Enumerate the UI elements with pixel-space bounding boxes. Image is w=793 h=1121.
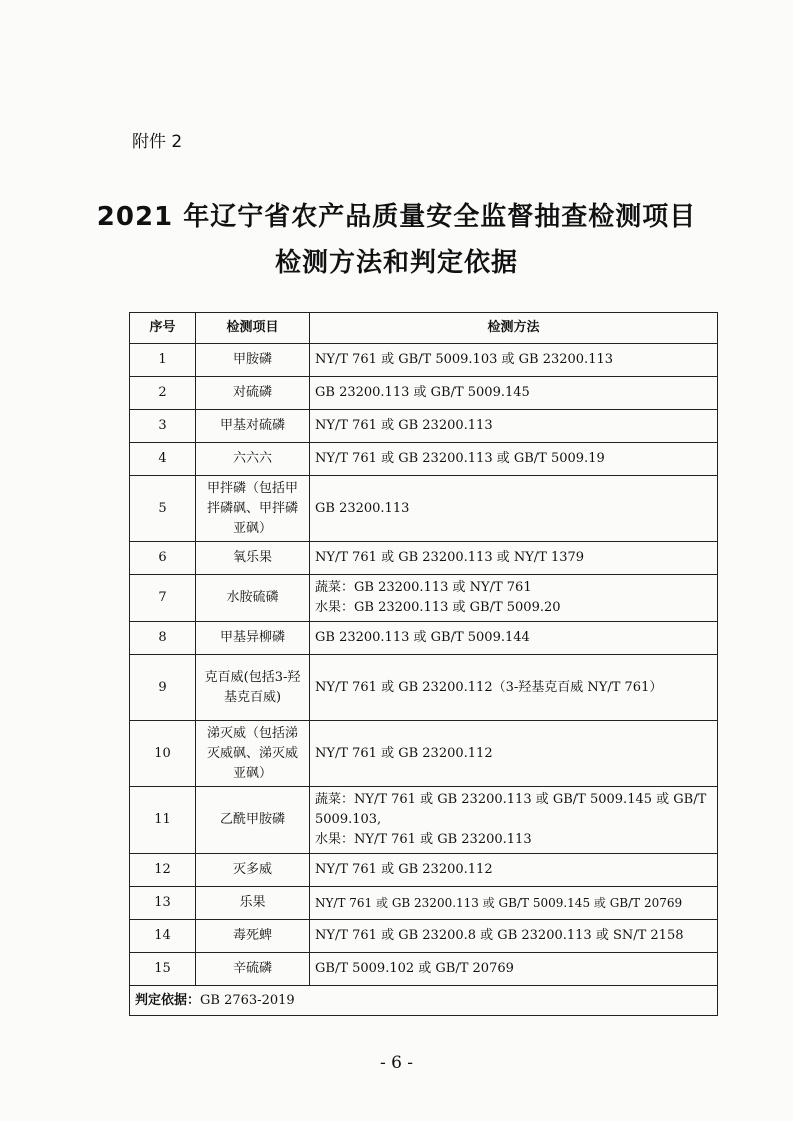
table-row bbox=[130, 443, 718, 476]
row-method-vegetables: 蔬菜：NY/T 761 或 GB 23200.113 或 GB/T 5009.145 或 GB/T 5009.103, bbox=[315, 792, 707, 827]
table-row bbox=[130, 854, 718, 887]
row-method-vegetables: 蔬菜：GB 23200.113 或 NY/T 761 bbox=[315, 580, 532, 595]
row-no: 8 bbox=[130, 622, 196, 655]
row-method bbox=[310, 575, 718, 622]
row-item: 涕灭威（包括涕灭威砜、涕灭威亚砜） bbox=[196, 721, 310, 787]
table-row bbox=[130, 655, 718, 721]
row-method: NY/T 761 或 GB 23200.113 或 GB/T 5009.19 bbox=[310, 443, 718, 476]
row-method: GB/T 5009.102 或 GB/T 20769 bbox=[310, 953, 718, 986]
header-no: 序号 bbox=[130, 313, 196, 344]
judgment-basis-label: 判定依据： bbox=[135, 992, 201, 1008]
judgment-basis-row bbox=[130, 986, 718, 1016]
row-item: 克百威(包括3-羟基克百威) bbox=[196, 655, 310, 721]
row-item: 甲基异柳磷 bbox=[196, 622, 310, 655]
row-item: 氧乐果 bbox=[196, 542, 310, 575]
document-title-line-2: 检测方法和判定依据 bbox=[274, 248, 518, 278]
row-item: 乐果 bbox=[196, 887, 310, 920]
judgment-basis bbox=[130, 986, 718, 1016]
header-item: 检测项目 bbox=[196, 313, 310, 344]
row-method: NY/T 761 或 GB 23200.8 或 GB 23200.113 或 SN/T 2158 bbox=[310, 920, 718, 953]
row-method bbox=[310, 787, 718, 854]
row-method: GB 23200.113 或 GB/T 5009.145 bbox=[310, 377, 718, 410]
row-no: 5 bbox=[130, 476, 196, 542]
judgment-basis-value: GB 2763-2019 bbox=[200, 992, 295, 1008]
row-item: 甲拌磷（包括甲拌磷砜、甲拌磷亚砜） bbox=[196, 476, 310, 542]
table-row bbox=[130, 787, 718, 854]
row-item: 毒死蜱 bbox=[196, 920, 310, 953]
row-item: 辛硫磷 bbox=[196, 953, 310, 986]
row-item: 灭多威 bbox=[196, 854, 310, 887]
table-row bbox=[130, 953, 718, 986]
row-item: 乙酰甲胺磷 bbox=[196, 787, 310, 854]
row-method: NY/T 761 或 GB 23200.113 或 GB/T 5009.145 或 GB/T 20769 bbox=[310, 887, 718, 920]
table-header-row bbox=[130, 313, 718, 344]
table-row bbox=[130, 542, 718, 575]
row-method: NY/T 761 或 GB 23200.113 或 NY/T 1379 bbox=[310, 542, 718, 575]
row-no: 14 bbox=[130, 920, 196, 953]
table-row bbox=[130, 410, 718, 443]
row-method: NY/T 761 或 GB 23200.112 bbox=[310, 721, 718, 787]
row-no: 2 bbox=[130, 377, 196, 410]
row-method: GB 23200.113 或 GB/T 5009.144 bbox=[310, 622, 718, 655]
row-no: 3 bbox=[130, 410, 196, 443]
header-method: 检测方法 bbox=[310, 313, 718, 344]
row-method: GB 23200.113 bbox=[310, 476, 718, 542]
table-row bbox=[130, 377, 718, 410]
row-no: 7 bbox=[130, 575, 196, 622]
row-no: 9 bbox=[130, 655, 196, 721]
row-item: 甲基对硫磷 bbox=[196, 410, 310, 443]
table-row bbox=[130, 887, 718, 920]
row-item: 水胺硫磷 bbox=[196, 575, 310, 622]
attachment-label: 附件 2 bbox=[132, 132, 183, 152]
table-row bbox=[130, 622, 718, 655]
table-row bbox=[130, 344, 718, 377]
table-row bbox=[130, 920, 718, 953]
row-method-fruits: 水果：NY/T 761 或 GB 23200.113 bbox=[315, 832, 532, 847]
document-title-line-1: 2021 年辽宁省农产品质量安全监督抽查检测项目 bbox=[96, 202, 697, 232]
page-number: - 6 - bbox=[379, 1053, 414, 1073]
row-no: 10 bbox=[130, 721, 196, 787]
row-item: 六六六 bbox=[196, 443, 310, 476]
table-row bbox=[130, 721, 718, 787]
row-no: 1 bbox=[130, 344, 196, 377]
row-item: 甲胺磷 bbox=[196, 344, 310, 377]
row-no: 4 bbox=[130, 443, 196, 476]
table-row bbox=[130, 575, 718, 622]
row-method: NY/T 761 或 GB 23200.112（3-羟基克百威 NY/T 761） bbox=[310, 655, 718, 721]
row-no: 11 bbox=[130, 787, 196, 854]
row-no: 15 bbox=[130, 953, 196, 986]
row-no: 6 bbox=[130, 542, 196, 575]
row-item: 对硫磷 bbox=[196, 377, 310, 410]
row-method: NY/T 761 或 GB 23200.113 bbox=[310, 410, 718, 443]
row-method: NY/T 761 或 GB/T 5009.103 或 GB 23200.113 bbox=[310, 344, 718, 377]
table-row bbox=[130, 476, 718, 542]
row-method: NY/T 761 或 GB 23200.112 bbox=[310, 854, 718, 887]
detection-methods-table bbox=[129, 312, 718, 1016]
row-no: 12 bbox=[130, 854, 196, 887]
row-method-fruits: 水果：GB 23200.113 或 GB/T 5009.20 bbox=[315, 600, 561, 615]
row-no: 13 bbox=[130, 887, 196, 920]
